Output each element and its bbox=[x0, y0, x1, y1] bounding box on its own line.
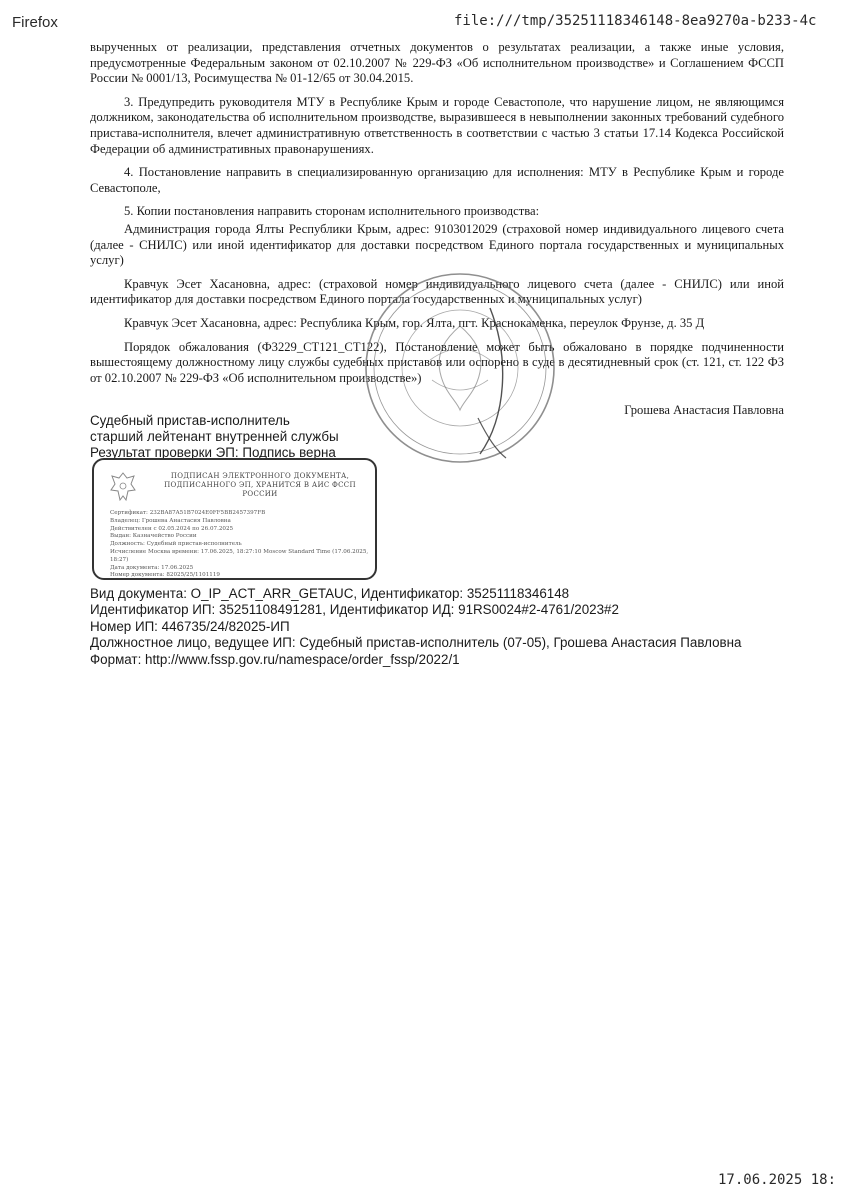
paragraph-item-3: 3. Предупредить руководителя МТУ в Республике Крым и городе Севастополе, что нарушение лицом, не являющимся должником, законодательства об исполнительном производстве, выразившееся в невыполнении законных требований судебного пристава-исполнителя, влечет административную ответственность в соответствии с частью 3 статьи 17.14 Кодекса Российской Федерации об административных правонарушениях. bbox=[90, 94, 784, 156]
browser-app-name: Firefox bbox=[12, 14, 58, 31]
meta-doc-type: Вид документа: O_IP_ACT_ARR_GETAUC, Идентификатор: 35251118346148 bbox=[90, 586, 570, 601]
signer-rank: старший лейтенант внутренней службы bbox=[90, 429, 339, 444]
ep-position: Должность: Судебный пристав-исполнитель bbox=[110, 541, 242, 548]
paragraph-recipient-administration: Администрация города Ялты Республики Крым, адрес: 9103012029 (страховой номер индивидуального лицевого счета (далее - СНИЛС) или иной идентификатор для доставки посредством Единого портала государственных и муниципальных услуг) bbox=[90, 221, 784, 268]
ep-stamp-title-line-1: ПОДПИСАН ЭЛЕКТРОННОГО ДОКУМЕНТА, bbox=[170, 472, 350, 480]
paragraph-recipient-debtor-1: Кравчук Эсет Хасановна, адрес: (страховой номер индивидуального лицевого счета (далее - СНИЛС) или иной идентификатор для доставки посредством Единого портала государственных и муниципальных услуг) bbox=[90, 276, 784, 307]
ep-stamp-title bbox=[150, 472, 370, 499]
document-body bbox=[90, 40, 784, 394]
paragraph-realization: вырученных от реализации, представления отчетных документов о результатах реализации, а также иные условия, предусмотренные Федеральным законом от 02.10.2007 № 229-ФЗ «Об исполнительном производстве» и Соглашением ФССП России № 0001/13, Росимущества № 01-12/65 от 30.04.2015. bbox=[90, 40, 784, 86]
ep-issuer: Выдан: Казначейство России bbox=[110, 533, 197, 540]
signature-block bbox=[90, 413, 339, 461]
eagle-emblem-icon bbox=[108, 470, 138, 506]
meta-official: Должностное лицо, ведущее ИП: Судебный пристав-исполнитель (07-05), Грошева Анастасия Павловна bbox=[90, 635, 742, 651]
ep-stamp-title-line-2: ПОДПИСАННОГО ЭП, ХРАНИТСЯ В АИС ФССП РОССИИ bbox=[164, 481, 356, 498]
signer-position: Судебный пристав-исполнитель bbox=[90, 413, 290, 428]
signer-name: Грошева Анастасия Павловна bbox=[624, 403, 784, 417]
document-metadata bbox=[90, 586, 742, 668]
ep-check-result: Результат проверки ЭП: Подпись верна bbox=[90, 445, 336, 460]
electronic-signature-stamp bbox=[92, 458, 377, 580]
ep-stamp-details bbox=[110, 510, 375, 580]
paragraph-appeal-order: Порядок обжалования (Ф3229_СТ121_СТ122), Постановление может быть обжаловано в порядке подчиненности вышестоящему должностному лицу службы судебных приставов или оспорено в суде в десятидневный срок (ст. 121, ст. 122 ФЗ от 02.10.2007 № 229-ФЗ «Об исполнительном производстве») bbox=[90, 339, 784, 385]
ep-signed-time: Исчисление Москва времени: 17.06.2025, 18:27:10 Moscow Standard Time (17.06.2025, 18:27) bbox=[110, 548, 369, 563]
paragraph-item-4: 4. Постановление направить в специализированную организацию для исполнения: МТУ в Республике Крым и городе Севастополе, bbox=[90, 165, 784, 195]
ep-certificate: Сертификат: 232BA87A51B7024E0FF5BB2457397FB bbox=[110, 510, 266, 516]
ep-doc-number: Номер документа: 82025/25/1101119 bbox=[110, 572, 220, 579]
ep-doc-date: Дата документа: 17.06.2025 bbox=[110, 564, 194, 571]
ep-validity: Действителен с 02.05.2024 по 26.07.2025 bbox=[110, 525, 234, 532]
paragraph-recipient-debtor-2: Кравчук Эсет Хасановна, адрес: Республика Крым, гор. Ялта, пгт. Краснокаменка, переулок Фрунзе, д. 35 Д bbox=[124, 315, 705, 330]
print-datetime: 17.06.2025 18: bbox=[718, 1172, 837, 1188]
ep-owner: Владелец: Грошева Анастасия Павловна bbox=[110, 517, 231, 524]
paragraph-item-5: 5. Копии постановления направить сторонам исполнительного производства: bbox=[124, 204, 540, 219]
meta-ids: Идентификатор ИП: 35251108491281, Идентификатор ИД: 91RS0024#2-4761/2023#2 bbox=[90, 602, 619, 618]
meta-ip-number: Номер ИП: 446735/24/82025-ИП bbox=[90, 618, 290, 634]
meta-format: Формат: http://www.fssp.gov.ru/namespace/order_fssp/2022/1 bbox=[90, 651, 460, 667]
browser-url: file:///tmp/35251118346148-8ea9270a-b233-4c bbox=[454, 13, 817, 29]
